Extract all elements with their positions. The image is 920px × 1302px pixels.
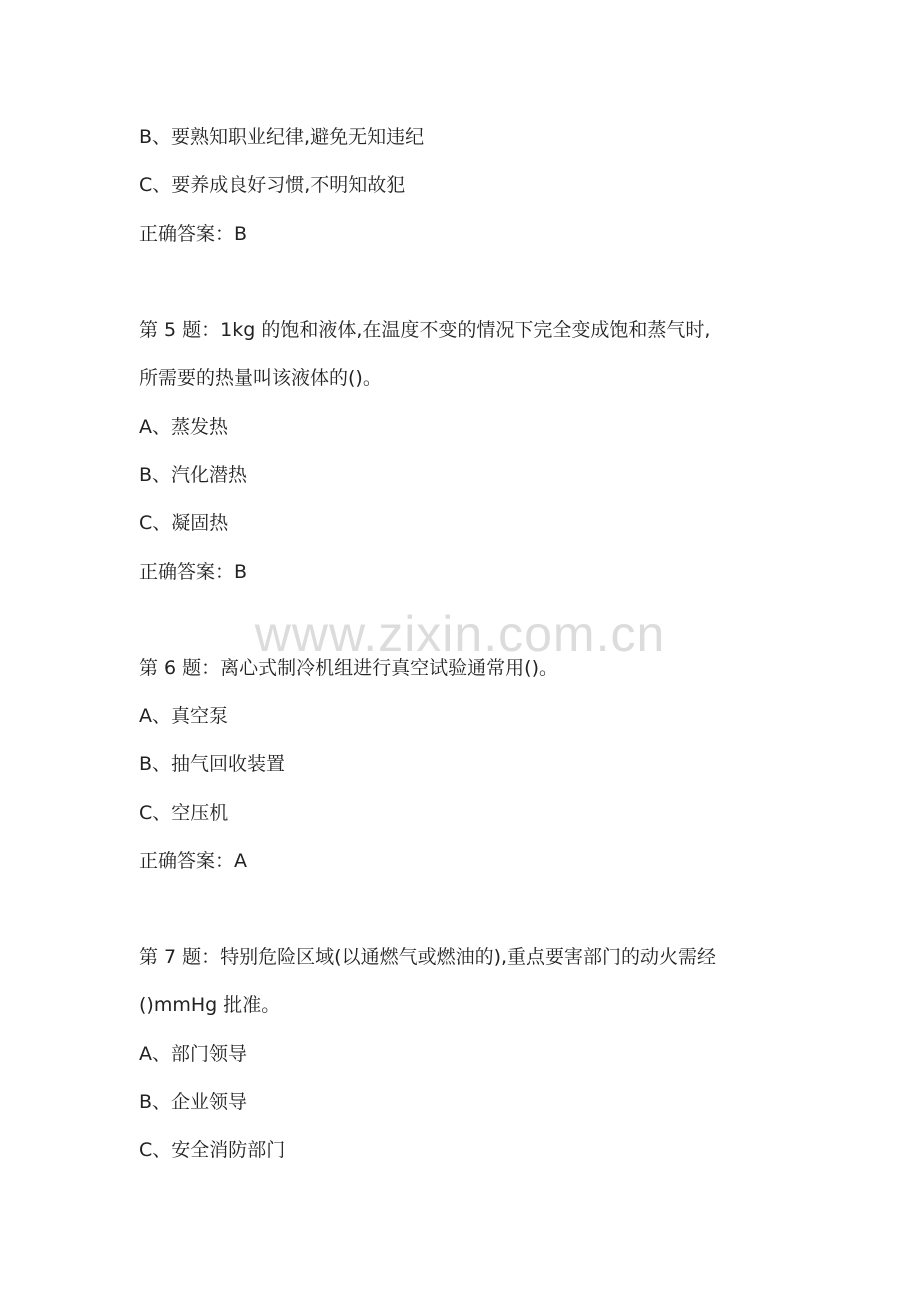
q6-option-b: B、抽气回收装置	[139, 753, 286, 775]
watermark: www.zixin.com.cn	[254, 606, 666, 662]
q5-answer: 正确答案：B	[139, 561, 248, 583]
q7-question-line1: 第 7 题：特别危险区域(以通燃气或燃油的),重点要害部门的动火需经	[139, 946, 717, 968]
q4-option-c: C、要养成良好习惯,不明知故犯	[139, 174, 406, 196]
q4-option-b: B、要熟知职业纪律,避免无知违纪	[139, 126, 425, 148]
q5-option-c: C、凝固热	[139, 512, 229, 534]
q6-option-a: A、真空泵	[139, 705, 228, 727]
q7-option-a: A、部门领导	[139, 1043, 247, 1065]
q7-option-c: C、安全消防部门	[139, 1139, 286, 1161]
q6-answer: 正确答案：A	[139, 850, 247, 872]
q6-question: 第 6 题：离心式制冷机组进行真空试验通常用()。	[139, 657, 558, 679]
q5-question-line2: 所需要的热量叫该液体的()。	[139, 367, 382, 389]
q5-option-a: A、蒸发热	[139, 416, 228, 438]
q4-answer: 正确答案：B	[139, 223, 248, 245]
q7-question-line2: ()mmHg 批准。	[139, 994, 281, 1016]
q7-option-b: B、企业领导	[139, 1091, 248, 1113]
q6-option-c: C、空压机	[139, 802, 229, 824]
q5-question-line1: 第 5 题：1kg 的饱和液体,在温度不变的情况下完全变成饱和蒸气时,	[139, 319, 711, 341]
q5-option-b: B、汽化潜热	[139, 464, 248, 486]
